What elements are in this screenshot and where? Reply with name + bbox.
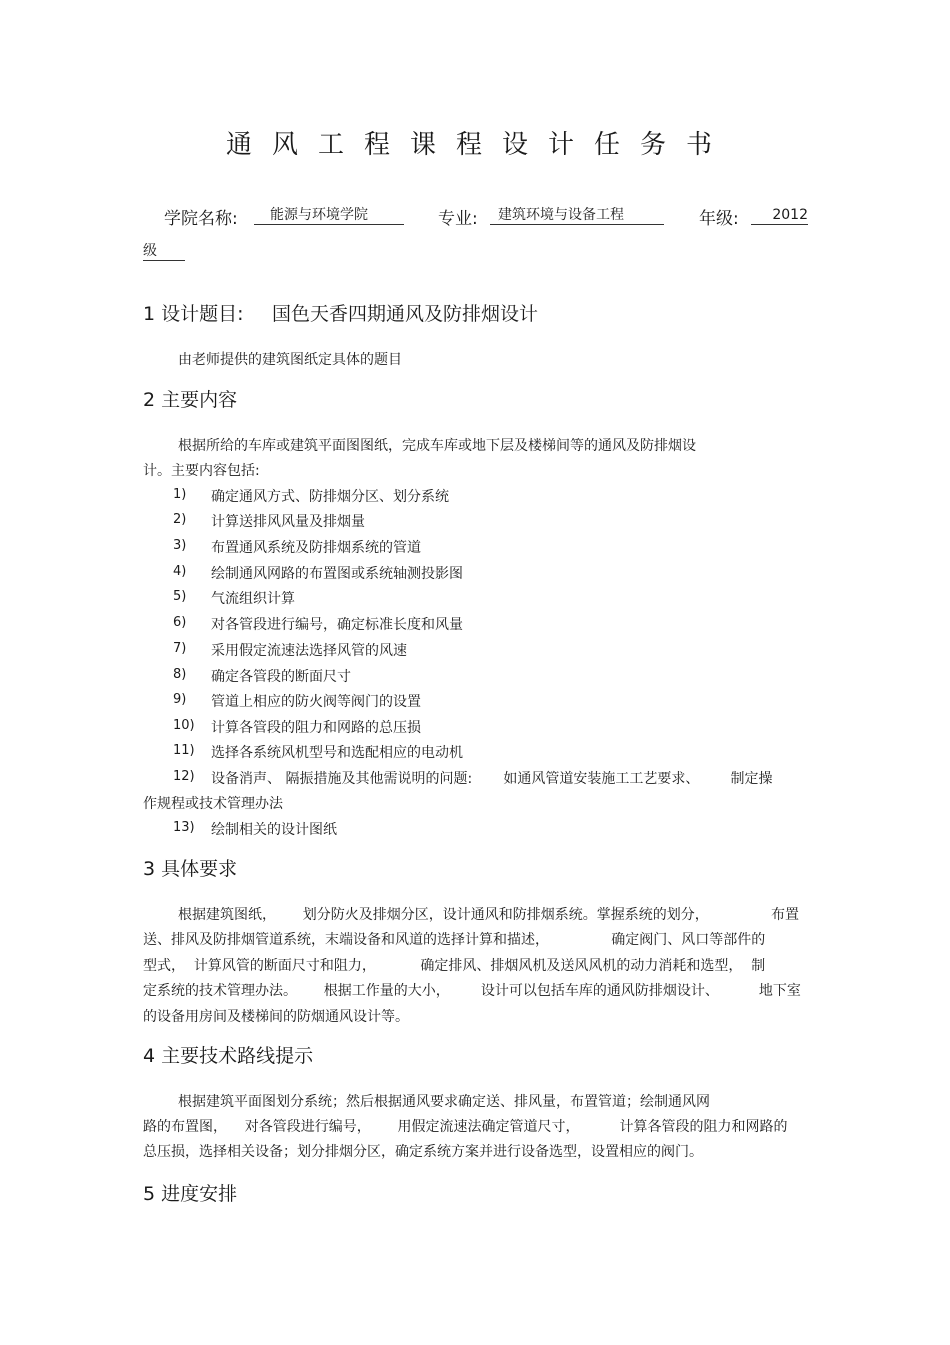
section4-line: 根据建筑平面图划分系统；然后根据通风要求确定送、排风量，布置管道；绘制通风网	[178, 1094, 710, 1110]
document-title: 通风工程课程设计任务书	[225, 130, 732, 160]
list-item-continuation: 作规程或技术管理办法	[143, 796, 283, 812]
section2-intro-line2: 计。主要内容包括:	[143, 463, 260, 479]
list-item-number: 1)	[173, 487, 187, 502]
list-item-number: 6)	[173, 615, 187, 630]
section3-line: 根据建筑图纸， 划分防火及排烟分区，设计通风和防排烟系统。掌握系统的划分， 布置	[178, 907, 800, 923]
section3-line: 的设备用房间及楼梯间的防烟通风设计等。	[143, 1009, 409, 1025]
list-item-number: 12)	[173, 769, 195, 784]
list-item-text: 计算送排风风量及排烟量	[211, 514, 365, 530]
major-label: 专业:	[438, 209, 478, 229]
list-item-text: 采用假定流速法选择风管的风速	[211, 643, 407, 659]
section1-note: 由老师提供的建筑图纸定具体的题目	[178, 352, 402, 368]
list-item-number: 8)	[173, 667, 187, 682]
grade-label: 年级:	[699, 209, 739, 229]
list-item-text: 对各管段进行编号，确定标准长度和风量	[211, 617, 463, 633]
list-item-number: 10)	[173, 718, 195, 733]
section5-heading: 5 进度安排	[143, 1183, 238, 1205]
list-item-text: 设备消声、 隔振措施及其他需说明的问题: 如通风管道安装施工工艺要求、 制定操	[211, 771, 773, 787]
list-item-text: 确定通风方式、防排烟分区、划分系统	[211, 489, 449, 505]
list-item-text: 管道上相应的防火阀等阀门的设置	[211, 694, 421, 710]
list-item-text: 绘制相关的设计图纸	[211, 822, 337, 838]
college-value: 能源与环境学院	[254, 205, 404, 225]
list-item-number: 7)	[173, 641, 187, 656]
grade-suffix: 级	[143, 242, 185, 261]
list-item-text: 布置通风系统及防排烟系统的管道	[211, 540, 421, 556]
section3-line: 送、排风及防排烟管道系统，末端设备和风道的选择计算和描述， 确定阀门、风口等部件的	[143, 932, 766, 948]
section4-heading: 4 主要技术路线提示	[143, 1045, 314, 1067]
section4-line: 总压损，选择相关设备；划分排烟分区，确定系统方案并进行设备选型，设置相应的阀门。	[143, 1144, 703, 1160]
list-item-text: 选择各系统风机型号和选配相应的电动机	[211, 745, 463, 761]
list-item-number: 13)	[173, 820, 195, 835]
list-item-number: 11)	[173, 743, 195, 758]
list-item-text: 绘制通风网路的布置图或系统轴测投影图	[211, 566, 463, 582]
section2-intro-line1: 根据所给的车库或建筑平面图图纸，完成车库或地下层及楼梯间等的通风及防排烟设	[178, 438, 696, 454]
section3-line: 定系统的技术管理办法。 根据工作量的大小， 设计可以包括车库的通风防排烟设计、 地下室	[143, 983, 801, 999]
major-value: 建筑环境与设备工程	[490, 205, 664, 225]
section1-topic: 国色天香四期通风及防排烟设计	[272, 303, 539, 325]
college-label: 学院名称:	[164, 209, 238, 229]
section3-heading: 3 具体要求	[143, 858, 238, 880]
list-item-text: 气流组织计算	[211, 591, 295, 607]
list-item-text: 计算各管段的阻力和网路的总压损	[211, 720, 421, 736]
list-item-number: 4)	[173, 564, 187, 579]
section3-line: 型式， 计算风管的断面尺寸和阻力， 确定排风、排烟风机及送风风机的动力消耗和选型， 制	[143, 958, 766, 974]
list-item-text: 确定各管段的断面尺寸	[211, 669, 351, 685]
section4-line: 路的布置图， 对各管段进行编号， 用假定流速法确定管道尺寸， 计算各管段的阻力和网路的	[143, 1119, 788, 1135]
list-item-number: 5)	[173, 589, 187, 604]
list-item-number: 3)	[173, 538, 187, 553]
section2-heading: 2 主要内容	[143, 389, 238, 411]
section1-heading: 1 设计题目:	[143, 303, 244, 325]
list-item-number: 2)	[173, 512, 187, 527]
list-item-number: 9)	[173, 692, 187, 707]
grade-value: 2012	[751, 205, 808, 225]
